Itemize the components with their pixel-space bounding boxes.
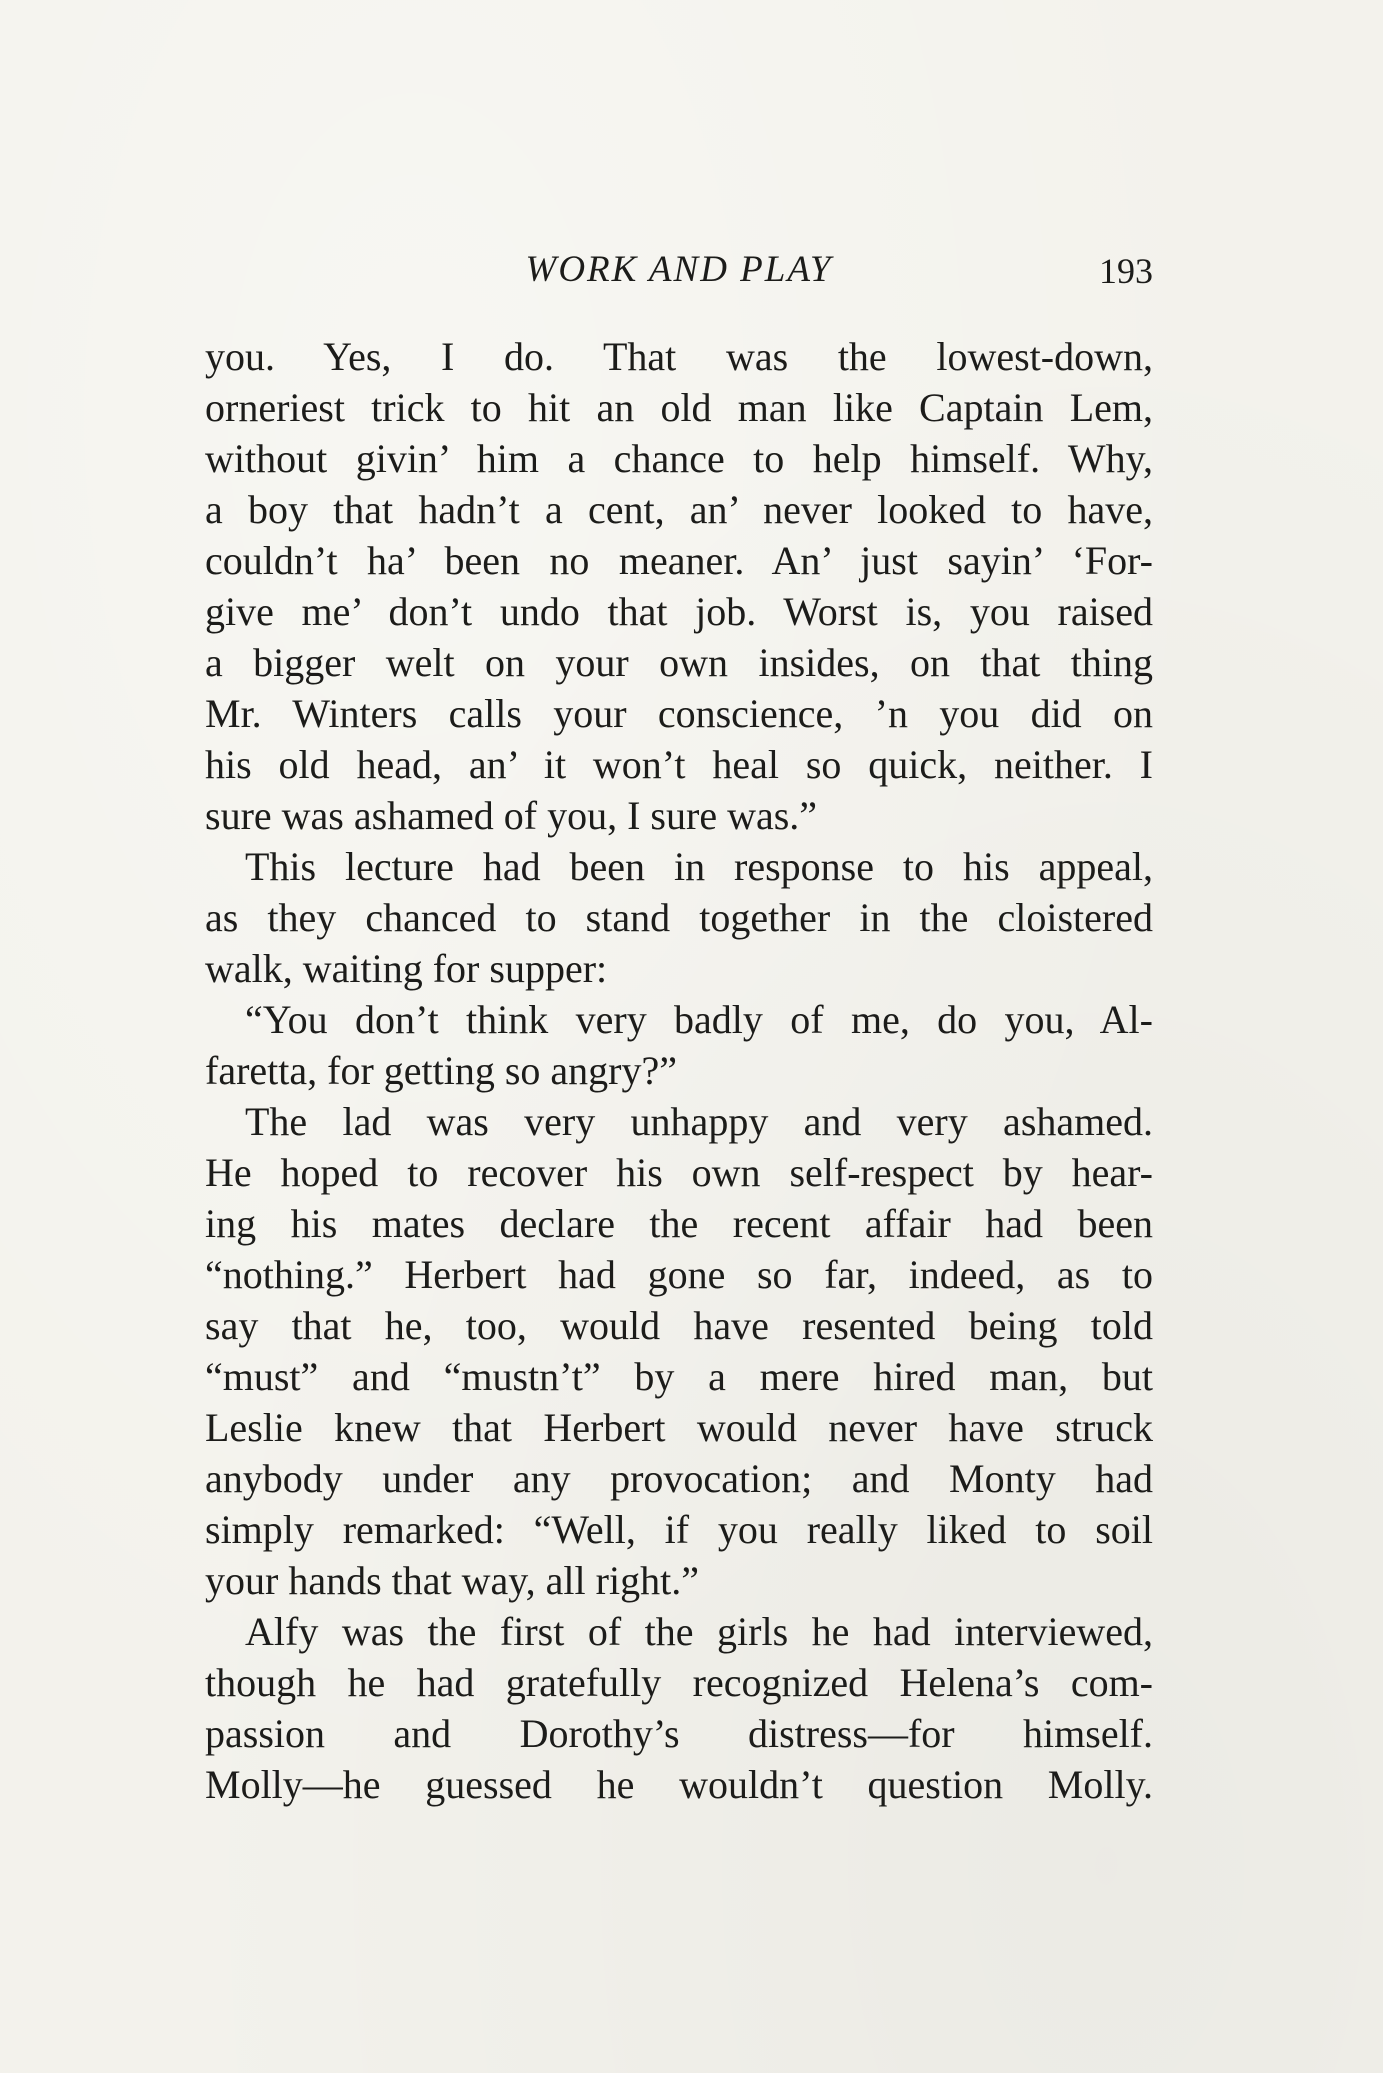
text-line: “nothing.” Herbert had gone so far, indeed, as to [205,1252,1153,1297]
text-line: walk, waiting for supper: [205,946,608,991]
text-line: though he had gratefully recognized Helena’s com- [205,1660,1153,1705]
text-line: “You don’t think very badly of me, do you, Al- [245,997,1153,1042]
text-line: his old head, an’ it won’t heal so quick, neither. I [205,742,1153,787]
text-line: simply remarked: “Well, if you really liked to soil [205,1507,1153,1552]
text-line: “must” and “mustn’t” by a mere hired man, but [205,1354,1153,1399]
text-line: Molly—he guessed he wouldn’t question Molly. [205,1762,1153,1807]
text-line: The lad was very unhappy and very ashamed. [245,1099,1153,1144]
running-title: WORK AND PLAY [525,249,833,290]
text-line: you. Yes, I do. That was the lowest-down, [205,334,1153,379]
text-line: without givin’ him a chance to help himself. Why, [205,436,1153,481]
text-line: orneriest trick to hit an old man like Captain Lem, [205,385,1153,430]
page-header [205,248,1153,298]
text-line: a boy that hadn’t a cent, an’ never looked to have, [205,487,1153,532]
text-line: faretta, for getting so angry?” [205,1048,678,1093]
text-line: passion and Dorothy’s distress—for himself. [205,1711,1153,1756]
text-line: a bigger welt on your own insides, on that thing [205,640,1153,685]
text-line: say that he, too, would have resented being told [205,1303,1153,1348]
text-line: ing his mates declare the recent affair had been [205,1201,1153,1246]
text-line: sure was ashamed of you, I sure was.” [205,793,818,838]
text-line: give me’ don’t undo that job. Worst is, you raised [205,589,1153,634]
text-line: your hands that way, all right.” [205,1558,699,1603]
text-line: This lecture had been in response to his appeal, [245,844,1153,889]
text-line: He hoped to recover his own self-respect by hear- [205,1150,1153,1195]
text-line: Mr. Winters calls your conscience, ’n you did on [205,691,1153,736]
text-line: Leslie knew that Herbert would never have struck [205,1405,1153,1450]
body-text [205,331,1153,1810]
page-number: 193 [1099,251,1153,291]
text-line: couldn’t ha’ been no meaner. An’ just sayin’ ‘For- [205,538,1153,583]
text-line: Alfy was the first of the girls he had interviewed, [245,1609,1153,1654]
text-line: as they chanced to stand together in the cloistered [205,895,1153,940]
text-line: anybody under any provocation; and Monty had [205,1456,1153,1501]
